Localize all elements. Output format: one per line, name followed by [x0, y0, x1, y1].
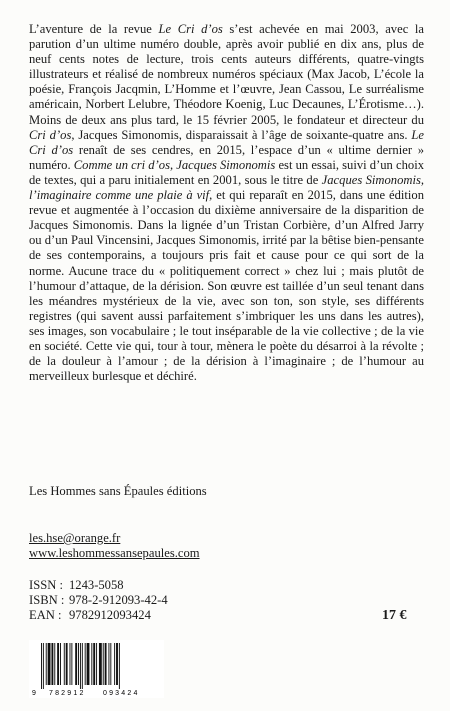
email-link[interactable]: les.hse@orange.fr: [29, 531, 121, 545]
summary-paragraph: [29, 22, 424, 384]
barcode-digits-right: 093424: [103, 690, 140, 697]
barcode-bar: [78, 643, 79, 685]
barcode-bar: [41, 643, 42, 689]
website-link[interactable]: www.leshommessansepaules.com: [29, 546, 200, 560]
title-italic: Le Cri d’os: [29, 127, 424, 157]
ean-label: EAN :: [29, 608, 62, 623]
barcode-bar: [75, 643, 77, 685]
contact-block: [29, 531, 200, 561]
barcode-bar: [99, 643, 102, 685]
text-run: renaît de ses cendres, en 2015, l’espace d’un « ultime dernier » numéro.: [29, 142, 425, 172]
back-cover-text: [29, 22, 424, 384]
barcode-bar: [93, 643, 95, 685]
barcode-bar: [105, 643, 107, 685]
title-italic: Le Cri d’os: [158, 22, 223, 36]
barcode-digit-first: 9: [32, 690, 36, 697]
barcode-bar: [48, 643, 51, 685]
barcode-bar: [70, 643, 71, 685]
barcode-bar: [46, 643, 47, 685]
isbn-value: 978-2-912093-42-4: [69, 593, 168, 608]
issn-row: [29, 578, 168, 593]
barcode-digits-left: 782912: [49, 690, 86, 697]
barcode-bars: [41, 643, 120, 689]
barcode-bar: [43, 643, 44, 689]
barcode-bar: [64, 643, 65, 685]
ean-row: [29, 608, 168, 623]
barcode-bar: [51, 643, 53, 685]
publisher-name: Les Hommes sans Épaules éditions: [29, 484, 207, 498]
identifier-codes: [29, 578, 168, 624]
isbn-row: [29, 593, 168, 608]
barcode-bar: [110, 643, 111, 685]
text-run: s’est achevée en mai 2003, avec la parution d’un ultime numéro double, après avoir publié en dix ans, plus de neuf cents notes de lecture, trois cents auteurs différents, quatre-vingts illustrateurs et réalisé de nombreux numéros spéciaux (Max Jacob, L’école la poésie, François Jacqmin, L’Homme et l’œuvre, Jean Cassou, Le surréalisme américain, Norbert Lelubre, Théodore Koenig, Luc Decaunes, L’Érotisme…). Moins de deux ans plus tard, le 15 février 2005, le fondateur et directeur du: [29, 22, 424, 127]
barcode-graphic: [29, 640, 164, 698]
barcode-bar: [116, 643, 118, 685]
text-run: , Jacques Simonomis, disparaissait à l’âge de soixante-quatre ans.: [71, 127, 412, 142]
barcode-bar: [54, 643, 55, 685]
text-run: L’aventure de la revue: [29, 22, 159, 36]
barcode-bar: [80, 643, 81, 689]
barcode: [29, 640, 164, 698]
price: 17 €: [382, 608, 407, 623]
isbn-label: ISBN :: [29, 593, 65, 608]
barcode-bar: [71, 643, 72, 685]
title-italic: Jacques Simonomis, l’imaginaire comme une plaie à vif: [29, 172, 425, 203]
title-italic: Cri d’os: [29, 127, 72, 142]
issn-value: 1243-5058: [69, 578, 124, 592]
barcode-bar: [91, 643, 92, 685]
barcode-bar: [114, 643, 115, 685]
barcode-bar: [96, 643, 97, 685]
barcode-bar: [66, 643, 68, 685]
barcode-bar: [119, 643, 120, 689]
barcode-bar: [85, 643, 86, 685]
text-run: est un essai, suivi d’un choix de textes, qui a paru initialement en 2001, sous le titre de: [29, 157, 424, 187]
barcode-bar: [82, 643, 83, 689]
barcode-bar: [60, 643, 61, 685]
barcode-bar: [87, 643, 90, 685]
title-italic: Comme un cri d’os, Jacques Simonomis: [73, 157, 276, 172]
barcode-bar: [57, 643, 59, 685]
issn-label: ISSN :: [29, 578, 63, 592]
barcode-bar: [103, 643, 104, 685]
text-run: , et qui reparaît en 2015, dans une édition revue et augmentée à l’occasion du dixième anniversaire de la disparition de Jacques Simonomis. Dans la lignée d’un Tristan Corbière, d’un Alfred Jarry ou d’un Paul Vincensini, Jacques Simonomis, irrité par la bêtise bien-pensante de ses contemporains, a toujours pris fait et cause pour ce qui sort de la norme. Aucune trace du « politiquement correct » chez lui ; mais plutôt de l’humour d’attaque, de la dérision. Son œuvre est taillée d’un seul tenant dans les méandres mystérieux de la vie, avec son ton, son style, ses différents registres (qui savent aussi parfaitement s’imbriquer les uns dans les autres), ses images, son vocabulaire ; le tout inséparable de la vie collective ; de la vie en société. Cette vie qui, tour à tour, mènera le poète du désarroi à la révolte ; de la douleur à l’amour ; de la dérision à l’imaginaire ; de l’humour au merveilleux burlesque et déchiré.: [29, 188, 424, 384]
barcode-bar: [108, 643, 109, 685]
ean-value: 9782912093424: [69, 608, 151, 623]
